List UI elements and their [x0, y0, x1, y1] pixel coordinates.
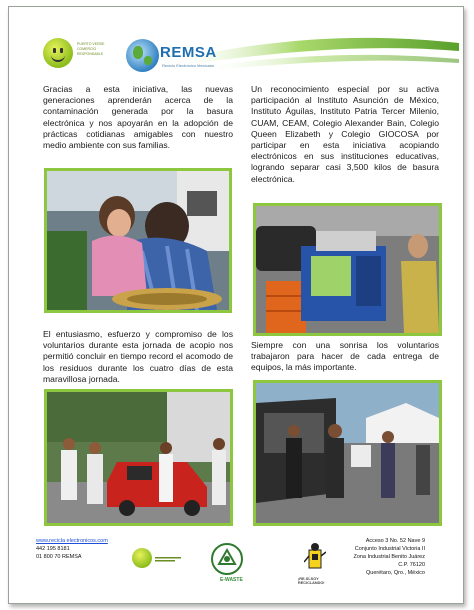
- smiley-logo-icon: [43, 38, 73, 68]
- phone-number: 442 195 8181: [36, 546, 70, 552]
- newsletter-page: [8, 6, 464, 604]
- address-line-1: Acceso 3 No. 52 Nave 9: [365, 538, 425, 544]
- address-line-4: C.P. 76120: [398, 562, 425, 568]
- paragraph-smile: Siempre con una sonrisa los voluntarios trabajaron para hacer de cada entrega de equipos, la más importante.: [251, 340, 439, 373]
- partner-logo-text: PUERTO VERDE COMERCIO RESPONSABLE: [77, 42, 105, 56]
- footer-partner-text: [155, 552, 185, 562]
- photo-recycling-bins: [253, 203, 442, 336]
- recycling-mascot-icon: [304, 542, 326, 574]
- photo-equipment-delivery: [253, 380, 442, 526]
- paragraph-volunteers: El entusiasmo, esfuerzo y compromiso de los voluntarios durante esta jornada de acopio nos permitió concluir en tiempo record el acomodo de los residuos durante los cuatro días de esta maravillosa jornada.: [43, 329, 233, 384]
- photo-volunteers-red-car: [44, 389, 233, 526]
- globe-logo-icon: [126, 39, 159, 72]
- footer-address: [353, 537, 425, 577]
- address-line-5: Querétaro, Qro., México: [366, 570, 425, 576]
- brand-subtitle: Reciclo Electrónico Mexicano: [162, 63, 215, 68]
- reciclando-label: ¡RE-SÍ-SOY RECICLANDO!: [298, 577, 325, 585]
- paragraph-recognition: Un reconocimiento especial por su activa participación al Instituto Asunción de México, Instituto Águilas, Instituto Patria Tercer Milenio, CUAM, CEAM, Colegio Alexander Bain, Colegio Queen Elizabeth y Colegio GIOCOSA por participar en esta iniciativa acopiando electrónicos en sus instituciones educativas, logrando separar casi 3,500 kilos de basura electrónica.: [251, 84, 439, 184]
- toll-free-number: 01 800 70 REMSA: [36, 554, 82, 560]
- footer-smiley-logo-icon: [132, 548, 152, 568]
- paragraph-intro: Gracias a esta iniciativa, las nuevas generaciones aprenderán acerca de la contaminación generada por la basura electrónica y nos apoyarán en la adopción de prácticas cotidianas amigables con nuestro medio ambiente con sus familias.: [43, 84, 233, 151]
- ewaste-logo-icon: [208, 542, 246, 576]
- address-line-2: Conjunto Industrial Victoria II: [354, 546, 425, 552]
- brand-name: REMSA: [160, 44, 217, 61]
- photo-child-volunteer: [44, 168, 232, 313]
- ewaste-label: E-WASTE: [220, 577, 243, 583]
- address-line-3: Zona Industrial Benito Juárez: [353, 554, 425, 560]
- website-link[interactable]: www.recicla electronicos.com: [36, 538, 108, 544]
- footer-contact: [36, 537, 108, 561]
